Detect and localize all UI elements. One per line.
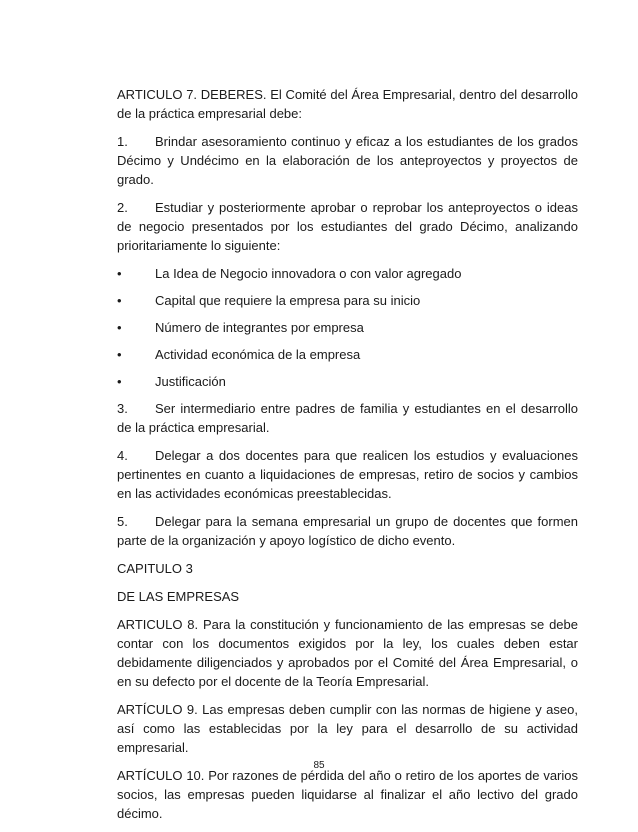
article-8: ARTICULO 8. Para la constitución y funcionamiento de las empresas se debe contar con los documentos exigidos por la ley, los cuales deben estar debidamente diligenciados y aprobados por el Comité del Área Empresarial, o en su defecto por el docente de la Teoría Empresarial.	[117, 617, 578, 689]
bullet-item-5	[117, 372, 578, 391]
chapter-label: CAPITULO 3	[117, 561, 193, 576]
chapter-title: DE LAS EMPRESAS	[117, 589, 240, 604]
duty-item-4	[117, 446, 578, 503]
bullet-item-1	[117, 264, 578, 283]
bullet-symbol: •	[117, 320, 122, 335]
duty-item-2	[117, 198, 578, 255]
article-10: ARTÍCULO 10. Por razones de pérdida del año o retiro de los aportes de varios socios, las empresas pueden liquidarse al finalizar el año lectivo del grado décimo.	[117, 768, 578, 821]
bullet-text: La Idea de Negocio innovadora o con valor agregado	[155, 266, 462, 281]
bullet-text: Número de integrantes por empresa	[155, 320, 364, 335]
duty-number: 2.	[117, 200, 128, 215]
document-page	[117, 85, 578, 832]
duty-text: Delegar a dos docentes para que realicen los estudios y evaluaciones pertinentes en cuanto a liquidaciones de empresas, retiro de socios y cambios en las actividades económicas preestablecidas.	[117, 448, 578, 501]
duty-item-5	[117, 512, 578, 550]
article-9: ARTÍCULO 9. Las empresas deben cumplir con las normas de higiene y aseo, así como las establecidas por la ley para el desarrollo de su actividad empresarial.	[117, 702, 578, 755]
duty-item-3	[117, 399, 578, 437]
bullet-symbol: •	[117, 293, 122, 308]
duty-number: 5.	[117, 514, 128, 529]
page-number: 85	[313, 760, 325, 771]
bullet-item-3	[117, 318, 578, 337]
article-7-intro: ARTICULO 7. DEBERES. El Comité del Área Empresarial, dentro del desarrollo de la práctica empresarial debe:	[117, 87, 578, 121]
bullet-symbol: •	[117, 347, 122, 362]
bullet-symbol: •	[117, 266, 122, 281]
bullet-symbol: •	[117, 374, 122, 389]
duty-item-1	[117, 132, 578, 189]
duty-text: Brindar asesoramiento continuo y eficaz a los estudiantes de los grados Décimo y Undécimo en la elaboración de los anteproyectos y proyectos de grado.	[117, 134, 578, 187]
duty-number: 4.	[117, 448, 128, 463]
bullet-item-4	[117, 345, 578, 364]
bullet-text: Actividad económica de la empresa	[155, 347, 361, 362]
bullet-item-2	[117, 291, 578, 310]
duty-text: Delegar para la semana empresarial un grupo de docentes que formen parte de la organización y apoyo logístico de dicho evento.	[117, 514, 578, 548]
duty-number: 3.	[117, 401, 128, 416]
duty-number: 1.	[117, 134, 128, 149]
duty-text: Estudiar y posteriormente aprobar o reprobar los anteproyectos o ideas de negocio presentados por los estudiantes del grado Décimo, analizando prioritariamente lo siguiente:	[117, 200, 578, 253]
bullet-text: Justificación	[155, 374, 226, 389]
duty-text: Ser intermediario entre padres de familia y estudiantes en el desarrollo de la práctica empresarial.	[117, 401, 578, 435]
bullet-text: Capital que requiere la empresa para su inicio	[155, 293, 421, 308]
